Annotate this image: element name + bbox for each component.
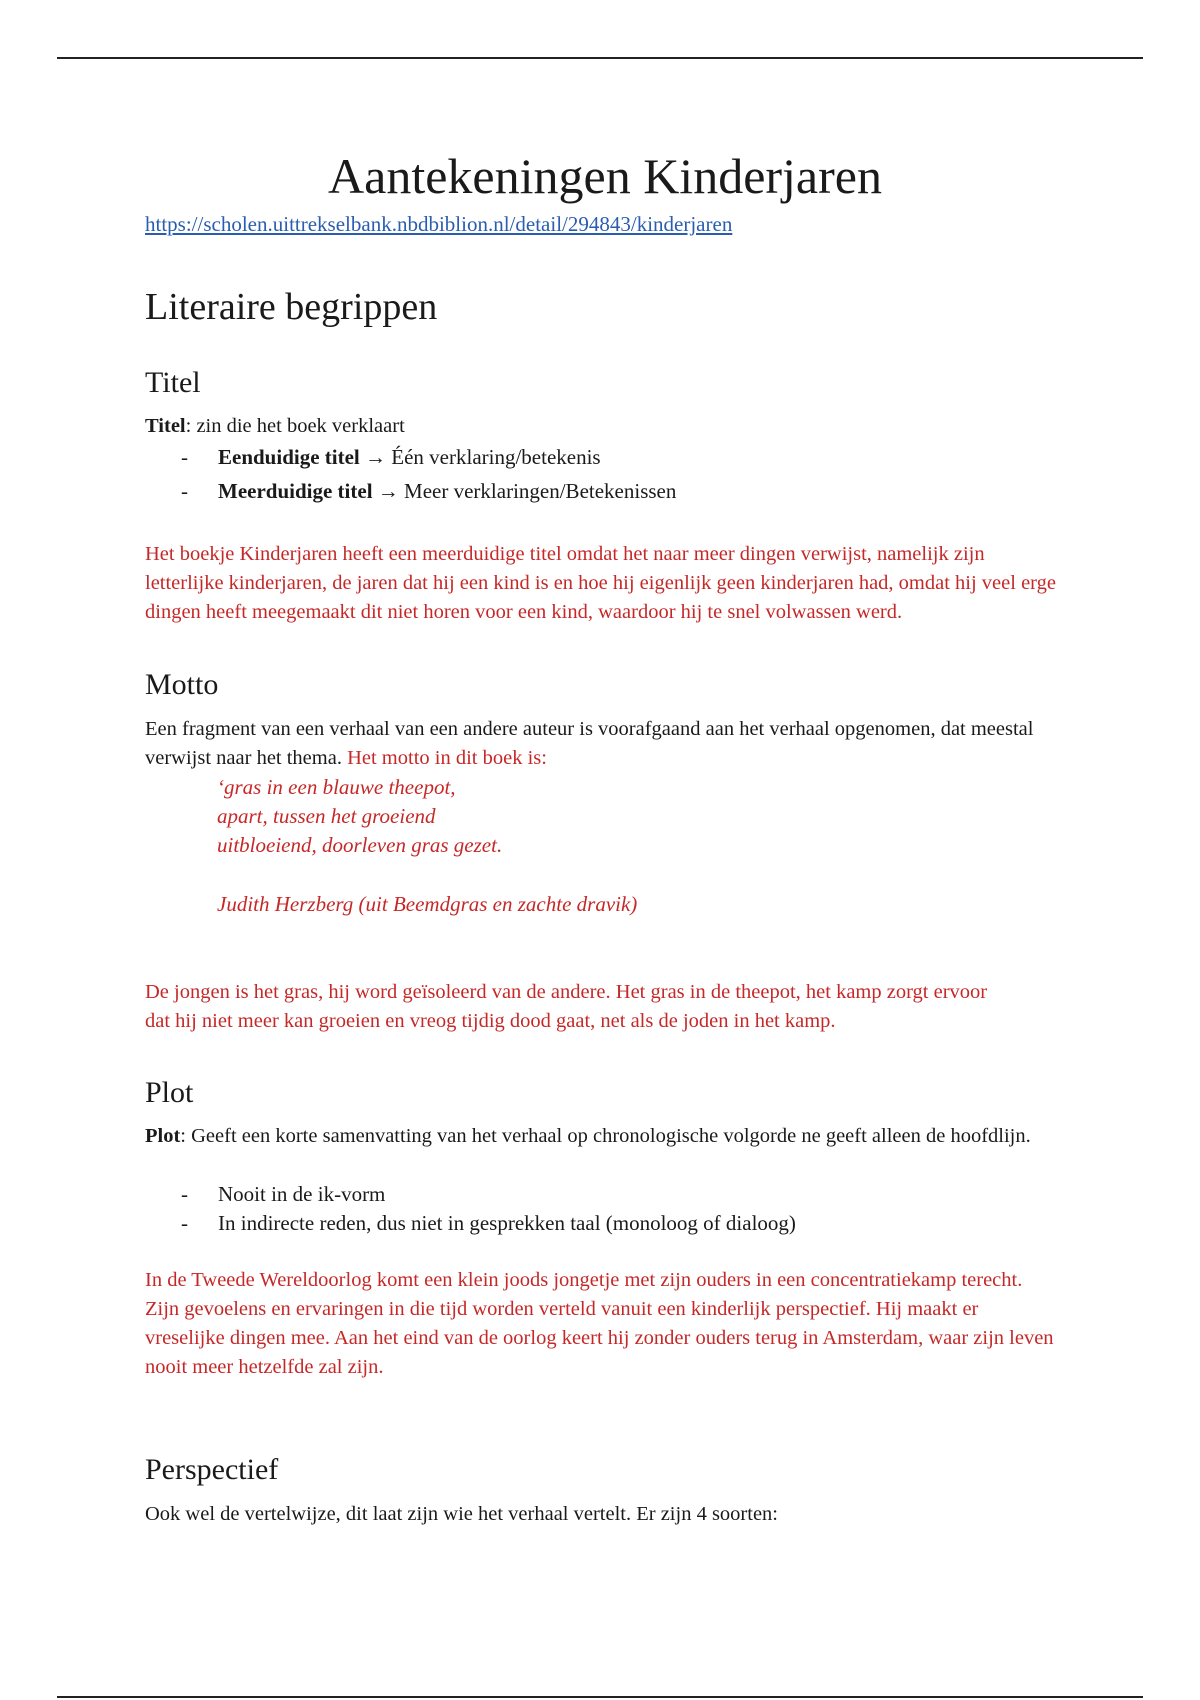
motto-definition	[145, 715, 1045, 773]
bullet-text: → Meer verklaringen/Betekenissen	[372, 479, 677, 503]
bottom-rule	[57, 1696, 1143, 1698]
bullet-dash: -	[181, 1182, 188, 1206]
bullet-text: In indirecte reden, dus niet in gesprekken taal (monoloog of dialoog)	[218, 1211, 796, 1235]
motto-intro: Het motto in dit boek is:	[347, 747, 547, 769]
source-link[interactable]: https://scholen.uittrekselbank.nbdbiblion.nl/detail/294843/kinderjaren	[145, 212, 733, 236]
motto-attribution: Judith Herzberg (uit Beemdgras en zachte dravik)	[217, 892, 638, 916]
motto-definition-text: Een fragment van een verhaal van een andere auteur is voorafgaand aan het verhaal opgenomen, dat meestal verwijst naar het thema.	[145, 718, 1034, 769]
bullet-text: → Één verklaring/betekenis	[359, 445, 601, 469]
bullet-dash: -	[181, 479, 188, 503]
motto-answer: De jongen is het gras, hij word geïsoleerd van de andere. Het gras in de theepot, het kamp zorgt ervoor dat hij niet meer kan groeien en vreog tijdig dood gaat, net als de joden in het kamp.	[145, 981, 988, 1032]
titel-definition-text: : zin die het boek verklaart	[185, 415, 405, 437]
titel-term: Titel	[145, 415, 186, 437]
titel-answer: Het boekje Kinderjaren heeft een meerduidige titel omdat het naar meer dingen verwijst, namelijk zijn letterlijke kinderjaren, de jaren dat hij een kind is en hoe hij eigenlijk geen kinderjaren had, omdat hij veel erge dingen heeft meegemaakt dit niet horen voor een kind, waardoor hij te snel volwassen werd.	[145, 543, 1056, 623]
plot-definition-text: : Geeft een korte samenvatting van het verhaal op chronologische volgorde ne geeft alleen de hoofdlijn.	[180, 1125, 1031, 1147]
poem-line: uitbloeiend, doorleven gras gezet.	[217, 833, 503, 857]
bullet-dash: -	[181, 445, 188, 469]
heading-plot: Plot	[145, 1076, 194, 1109]
heading-perspectief: Perspectief	[145, 1453, 279, 1486]
bullet-term: Meerduidige titel	[218, 479, 373, 503]
section-heading-literaire-begrippen: Literaire begrippen	[145, 286, 438, 328]
list-item	[145, 1180, 945, 1209]
list-item	[145, 1209, 945, 1238]
titel-definition	[145, 412, 405, 441]
heading-titel: Titel	[145, 366, 201, 399]
bullet-text: Nooit in de ik-vorm	[218, 1182, 386, 1206]
bullet-term: Eenduidige titel	[218, 445, 360, 469]
list-item	[145, 477, 945, 506]
perspectief-text: Ook wel de vertelwijze, dit laat zijn wie het verhaal vertelt. Er zijn 4 soorten:	[145, 1503, 778, 1525]
top-rule	[57, 57, 1143, 59]
heading-motto: Motto	[145, 668, 219, 701]
bullet-dash: -	[181, 1211, 188, 1235]
plot-answer: In de Tweede Wereldoorlog komt een klein joods jongetje met zijn ouders in een concentratiekamp terecht. Zijn gevoelens en ervaringen in die tijd worden verteld vanuit een kinderlijk perspectief. Hij maakt er vreselijke dingen mee. Aan het eind van de oorlog keert hij zonder ouders terug in Amsterdam, waar zijn leven nooit meer hetzelfde zal zijn.	[145, 1269, 1054, 1378]
plot-definition	[145, 1122, 1045, 1151]
motto-poem	[217, 773, 502, 860]
plot-term: Plot	[145, 1125, 181, 1147]
document-title: Aantekeningen Kinderjaren	[328, 148, 882, 204]
list-item	[145, 443, 945, 472]
poem-line: ‘gras in een blauwe theepot,	[217, 775, 456, 799]
poem-line: apart, tussen het groeiend	[217, 804, 436, 828]
